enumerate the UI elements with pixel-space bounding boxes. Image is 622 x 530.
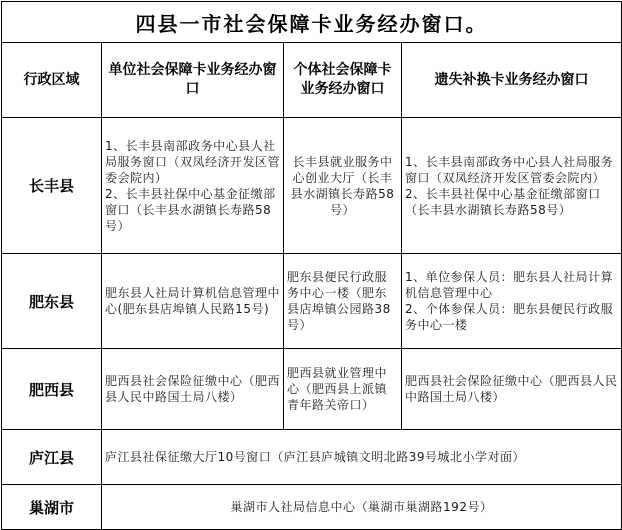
table-row — [2, 485, 622, 530]
header-individual-window: 个体社会保障卡业务经办窗口 — [284, 43, 402, 118]
replacement-window-line: 肥西县社会保险征缴中心（肥西县人民中路国土局八楼） — [405, 374, 618, 404]
header-replacement-window: 遗失补换卡业务经办窗口 — [402, 43, 622, 118]
table-row — [2, 349, 622, 430]
replacement-window-cell — [402, 118, 622, 254]
merged-window-cell: 庐江县社保征缴大厅10号窗口（庐江县庐城镇文明北路39号城北小学对面） — [102, 430, 622, 485]
replacement-window-line: 2、长丰县社保中心基金征缴部窗口（长丰县水湖镇长寿路58号） — [405, 186, 601, 217]
replacement-window-cell — [402, 349, 622, 430]
service-window-table — [1, 1, 622, 530]
individual-window-cell — [284, 118, 402, 254]
individual-window-line: 肥西县就业管理中心（肥西县上派镇青年路关帝口） — [287, 366, 388, 412]
individual-window-cell — [284, 254, 402, 349]
region-cell: 庐江县 — [2, 430, 102, 485]
individual-window-cell — [284, 349, 402, 430]
unit-window-line: 肥东县人社局计算机信息管理中心(肥东县店埠镇人民路15号) — [105, 286, 281, 316]
table-row — [2, 430, 622, 485]
unit-window-line: 1、长丰县南部政务中心县人社局服务窗口（双凤经济开发区管委会院内） — [105, 138, 281, 185]
unit-window-cell — [102, 254, 284, 349]
header-row — [2, 43, 622, 118]
table-row — [2, 118, 622, 254]
replacement-window-line: 2、个体参保人员：肥东县便民行政服务中心一楼 — [405, 302, 614, 332]
replacement-window-line: 1、单位参保人员：肥东县人社局计算机信息管理中心 — [405, 270, 614, 300]
replacement-window-line: 1、长丰县南部政务中心县人社局服务窗口（双凤经济开发区管委会院内） — [405, 154, 614, 185]
region-cell: 长丰县 — [2, 118, 102, 254]
table-title: 四县一市社会保障卡业务经办窗口。 — [2, 2, 622, 43]
service-window-table-container — [1, 1, 621, 530]
region-cell: 肥西县 — [2, 349, 102, 430]
individual-window-line: 肥东县便民行政服务中心一楼（肥东县店埠镇公园路38号） — [287, 270, 391, 332]
region-cell: 巢湖市 — [2, 485, 102, 530]
unit-window-line: 肥西县社会保险征缴中心（肥西县人民中路国土局八楼） — [105, 374, 281, 404]
table-row — [2, 254, 622, 349]
header-unit-window: 单位社会保障卡业务经办窗口 — [102, 43, 284, 118]
replacement-window-cell — [402, 254, 622, 349]
individual-window-line: 长丰县就业服务中心创业大厅（长丰县水湖镇长寿路58号） — [290, 154, 395, 217]
region-cell: 肥东县 — [2, 254, 102, 349]
merged-window-cell: 巢湖市人社局信息中心（巢湖市巢湖路192号） — [102, 485, 622, 530]
unit-window-line: 2、长丰县社保中心基金征缴部窗口（长丰县水湖镇长寿路58号） — [105, 186, 276, 233]
unit-window-cell — [102, 118, 284, 254]
unit-window-cell — [102, 349, 284, 430]
header-region: 行政区域 — [2, 43, 102, 118]
